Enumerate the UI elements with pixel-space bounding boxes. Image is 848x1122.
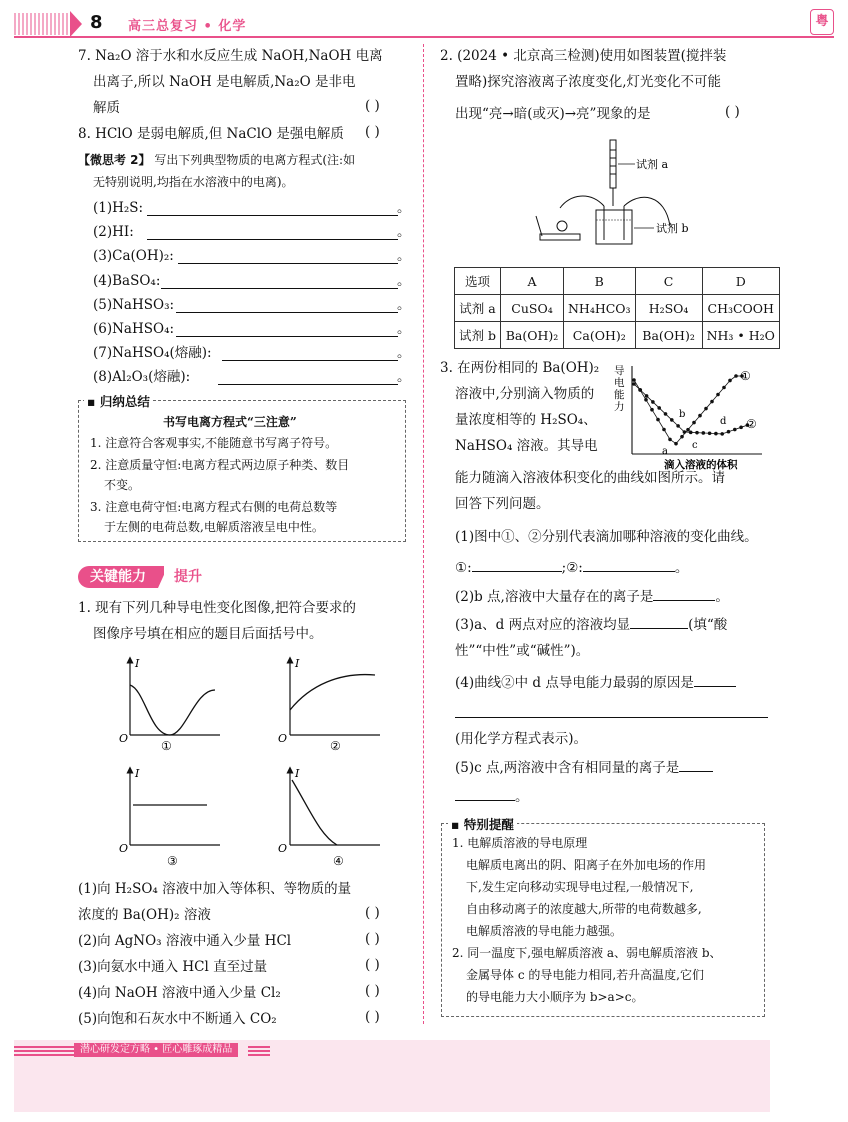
table-row	[455, 322, 780, 349]
graph-1-origin: O	[119, 732, 129, 745]
curve-xlabel: 滴入溶液的体积	[664, 459, 738, 470]
tip-p2c: 的导电能力大小顺序为 b>a>c。	[466, 990, 644, 1004]
subq1-paren[interactable]: ( )	[365, 905, 380, 921]
options-table	[454, 267, 780, 349]
footer-stripes-right	[248, 1044, 270, 1056]
point-a-label: a	[662, 446, 668, 457]
s1-blank-2[interactable]	[583, 557, 675, 572]
summary-tag: ▪ 归纳总结	[84, 392, 153, 410]
graph-4-origin: O	[278, 842, 288, 855]
curve2-series	[632, 382, 749, 436]
table-header-cell: 选项	[455, 268, 501, 295]
curve-point	[644, 398, 648, 402]
graph-1-ylabel: I	[135, 657, 140, 670]
subq4: (4)向 NaOH 溶液中通入少量 Cl₂	[78, 985, 281, 1001]
tip-p2a: 2. 同一温度下,强电解质溶液 a、弱电解质溶液 b、	[452, 946, 722, 960]
table-cell: 试剂 a	[455, 295, 501, 322]
footer-slogan: 潜心研发定方略 • 匠心雕琢成精品	[74, 1043, 238, 1057]
graph-4	[278, 767, 380, 868]
q3-line6: 回答下列问题。	[455, 496, 550, 512]
q1-line1: 1. 现有下列几种导电性变化图像,把符合要求的	[78, 600, 356, 616]
curve-point	[728, 379, 732, 383]
q2-line2: 置略)探究溶液离子浓度变化,灯光变化不可能	[455, 74, 722, 90]
curve-point	[689, 431, 693, 435]
curve-point	[651, 400, 655, 404]
q3-line5: 能力随滴入溶液体积变化的曲线如图所示。请	[455, 470, 725, 486]
graph-2	[278, 657, 380, 753]
graph-3-ylabel: I	[135, 767, 140, 780]
table-cell: NH₃ • H₂O	[702, 322, 779, 349]
q3-line4: NaHSO₄ 溶液。其导电	[455, 438, 598, 454]
q1-line2: 图像序号填在相应的题目后面括号中。	[93, 626, 323, 642]
table-header-cell: A	[500, 268, 563, 295]
subq2-paren[interactable]: ( )	[365, 931, 380, 947]
s4-answer-line[interactable]	[455, 716, 768, 718]
ionize-item: (3)Ca(OH)₂: 。	[93, 248, 411, 265]
q2-line1: 2. (2024 • 北京高三检测)使用如图装置(搅拌装	[440, 48, 727, 64]
curve-point	[683, 430, 687, 434]
table-cell: 试剂 b	[455, 322, 501, 349]
table-row	[455, 295, 780, 322]
curve-point	[650, 408, 654, 412]
curve-point	[670, 418, 674, 422]
header-rule	[14, 36, 834, 38]
ionize-item: (1)H₂S: 。	[93, 200, 411, 216]
curve-point	[695, 431, 699, 435]
curve1-series	[632, 374, 744, 445]
summary-p3b: 于左侧的电荷总数,电解质溶液呈电中性。	[104, 520, 324, 534]
curve-point	[722, 386, 726, 390]
table-cell: Ca(OH)₂	[563, 322, 635, 349]
think-text2: 无特别说明,均指在水溶液中的电离)。	[93, 175, 294, 189]
ionize-item: (4)BaSO₄: 。	[93, 272, 411, 289]
s3c-text: 性”“中性”或“碱性”)。	[455, 643, 590, 659]
ionize-answer-line[interactable]	[178, 262, 398, 264]
think-prompt	[78, 150, 355, 170]
q3-line3: 量浓度相等的 H₂SO₄、	[455, 412, 597, 428]
summary-p2a: 2. 注意质量守恒:电离方程式两边原子种类、数目	[90, 458, 350, 472]
s5-blank[interactable]	[679, 757, 713, 772]
graph-3-origin: O	[119, 842, 129, 855]
s5-row: (5)c 点,两溶液中含有相同量的离子是	[455, 757, 713, 778]
graph-4-curve	[292, 780, 337, 845]
tip-p1b: 下,发生定向移动实现导电过程,一般情况下,	[466, 880, 694, 894]
curve-point	[716, 393, 720, 397]
curve-point	[714, 432, 718, 436]
q7-line2: 出离子,所以 NaOH 是电解质,Na₂O 是非电	[93, 74, 356, 90]
table-cell: CH₃COOH	[702, 295, 779, 322]
curve-point	[704, 407, 708, 411]
section-label2: 提升	[174, 569, 202, 585]
think-text1: 写出下列典型物质的电离方程式(注:如	[154, 153, 356, 167]
ionize-item: (6)NaHSO₄: 。	[93, 321, 411, 337]
s3-row: (3)a、d 两点对应的溶液均显 (填“酸	[455, 614, 727, 635]
table-header-cell: D	[702, 268, 779, 295]
page-title: 高三总复习 • 化学	[128, 19, 247, 34]
tip-p2b: 金属导体 c 的导电能力相同,若升高温度,它们	[466, 968, 704, 982]
q3-line2: 溶液中,分别滴入物质的	[455, 386, 595, 402]
table-row	[455, 268, 780, 295]
ionize-item: (7)NaHSO₄(熔融): 。	[93, 345, 411, 362]
table-header-cell: B	[563, 268, 635, 295]
q7-answer-paren[interactable]: ( )	[365, 98, 380, 114]
curve-point	[657, 406, 661, 410]
curve-point	[680, 435, 684, 439]
curve-point	[720, 432, 724, 436]
s4-blank[interactable]	[694, 672, 736, 687]
point-d-label: d	[720, 416, 727, 427]
burette-icon	[610, 140, 616, 188]
ionize-answer-line[interactable]	[176, 335, 398, 337]
subq1-line1: (1)向 H₂SO₄ 溶液中加入等体积、等物质的量	[78, 881, 352, 897]
ionize-answer-line[interactable]	[176, 311, 398, 313]
q7-line1: 7. Na₂O 溶于水和水反应生成 NaOH,NaOH 电离	[78, 48, 383, 64]
curve-point	[733, 428, 737, 432]
curve-point	[686, 428, 690, 432]
s4b-text: (用化学方程式表示)。	[455, 731, 588, 747]
point-b-label: b	[679, 409, 686, 420]
graph-3-label: ③	[167, 854, 178, 868]
s2-blank[interactable]	[653, 586, 715, 601]
s4-row: (4)曲线②中 d 点导电能力最弱的原因是	[455, 672, 736, 693]
s5-blank-2[interactable]	[455, 786, 515, 801]
titration-curve	[612, 362, 770, 470]
curve-point	[698, 414, 702, 418]
svg-text:能: 能	[614, 389, 625, 401]
table-cell: NH₄HCO₃	[563, 295, 635, 322]
beaker-icon	[596, 210, 632, 244]
graph-2-ylabel: I	[295, 657, 300, 670]
q7-line3: 解质	[93, 100, 120, 116]
summary-p1: 1. 注意符合客观事实,不能随意书写离子符号。	[90, 436, 338, 450]
section-label1: 关键能力	[78, 566, 164, 588]
column-divider	[423, 44, 424, 1024]
s2-row: (2)b 点,溶液中大量存在的离子是 。	[455, 586, 729, 607]
s5-row2: 。	[455, 786, 529, 807]
s1-text: (1)图中①、②分别代表滴加哪种溶液的变化曲线。	[455, 529, 758, 545]
curve-point	[739, 426, 743, 430]
summary-p2b: 不变。	[104, 478, 141, 492]
ionize-answer-line[interactable]	[218, 383, 398, 385]
curve1-label: ①	[740, 369, 751, 383]
graph-2-origin: O	[278, 732, 288, 745]
curve2-label: ②	[746, 417, 757, 431]
graph-1	[119, 657, 220, 753]
q8-text: 8. HClO 是弱电解质,但 NaClO 是强电解质	[78, 126, 344, 142]
curve-point	[692, 421, 696, 425]
subq3: (3)向氨水中通入 HCl 直至过量	[78, 959, 268, 975]
summary-title: 书写电离方程式“三注意”	[163, 415, 297, 429]
table-cell: Ba(OH)₂	[635, 322, 702, 349]
ionize-item: (8)Al₂O₃(熔融): 。	[93, 369, 411, 386]
s1-answer-row: ①: ;②: 。	[455, 557, 688, 578]
tip-tag: ▪ 特别提醒	[448, 815, 517, 833]
subq1-line2: 浓度的 Ba(OH)₂ 溶液	[78, 907, 211, 923]
subq4-paren[interactable]: ( )	[365, 983, 380, 999]
curve-point	[632, 382, 636, 386]
ionize-item: (2)HI: 。	[93, 224, 411, 241]
conductivity-graphs	[115, 650, 415, 880]
curve-point	[664, 412, 668, 416]
bulb-icon	[557, 221, 567, 231]
table-cell: CuSO₄	[500, 295, 563, 322]
curve-point	[708, 431, 712, 435]
summary-p3a: 3. 注意电荷守恒:电离方程式右侧的电荷总数等	[90, 500, 338, 514]
curve-point	[734, 374, 738, 378]
curve-point	[645, 394, 649, 398]
ionize-answer-line[interactable]	[222, 359, 398, 361]
table-cell: Ba(OH)₂	[500, 322, 563, 349]
tip-p1d: 电解质溶液的导电能力越强。	[466, 924, 623, 938]
ionize-answer-line[interactable]	[147, 238, 398, 240]
s3-blank[interactable]	[630, 614, 688, 629]
graph-4-ylabel: I	[295, 767, 300, 780]
ionize-answer-line[interactable]	[161, 287, 398, 289]
q8-answer-paren[interactable]: ( )	[365, 124, 380, 140]
curve-point	[676, 424, 680, 428]
svg-text:力: 力	[614, 401, 625, 413]
header-arrow	[70, 11, 82, 37]
q2-answer-paren[interactable]: ( )	[725, 104, 740, 120]
graph-1-curve	[130, 685, 215, 735]
ionize-answer-line[interactable]	[147, 214, 398, 216]
curve-point	[702, 431, 706, 435]
point-c-label: c	[692, 440, 698, 451]
reagent-b-label: 试剂 b	[656, 222, 689, 235]
subq5-paren[interactable]: ( )	[365, 1009, 380, 1025]
curve-point	[656, 418, 660, 422]
q2-line3: 出现“亮→暗(或灭)→亮”现象的是	[455, 106, 651, 122]
apparatus-diagram	[530, 136, 730, 258]
page-number: 8	[90, 12, 103, 33]
subq3-paren[interactable]: ( )	[365, 957, 380, 973]
curve-point	[674, 442, 678, 446]
table-header-cell: C	[635, 268, 702, 295]
svg-text:电: 电	[614, 377, 625, 389]
curve-point	[710, 400, 714, 404]
region-badge: 粤	[810, 9, 834, 35]
graph-2-curve	[290, 675, 375, 710]
ionize-item: (5)NaHSO₃: 。	[93, 296, 411, 313]
curve-point	[639, 388, 643, 392]
graph-3	[119, 767, 220, 868]
q3-line1: 3. 在两份相同的 Ba(OH)₂	[440, 360, 600, 376]
table-cell: H₂SO₄	[635, 295, 702, 322]
header-stripes	[14, 13, 74, 35]
tip-p1c: 自由移动离子的浓度越大,所带的电荷数越多,	[466, 902, 702, 916]
graph-4-label: ④	[333, 854, 344, 868]
curve-point	[662, 428, 666, 432]
graph-2-label: ②	[330, 739, 341, 753]
subq2: (2)向 AgNO₃ 溶液中通入少量 HCl	[78, 933, 292, 949]
reagent-a-label: 试剂 a	[636, 158, 669, 171]
subq5: (5)向饱和石灰水中不断通入 CO₂	[78, 1011, 277, 1027]
curve-point	[727, 430, 731, 434]
think-tag: 【微思考 2】	[78, 153, 151, 167]
tip-p1: 1. 电解质溶液的导电原理	[452, 836, 588, 850]
curve-point	[668, 438, 672, 442]
graph-1-label: ①	[161, 739, 172, 753]
curve-point	[632, 378, 636, 382]
footer-stripes	[14, 1044, 74, 1056]
tip-p1a: 电解质电离出的阴、阳离子在外加电场的作用	[466, 858, 707, 872]
s1-blank-1[interactable]	[472, 557, 562, 572]
curve-ylabel-1: 导	[614, 365, 625, 377]
